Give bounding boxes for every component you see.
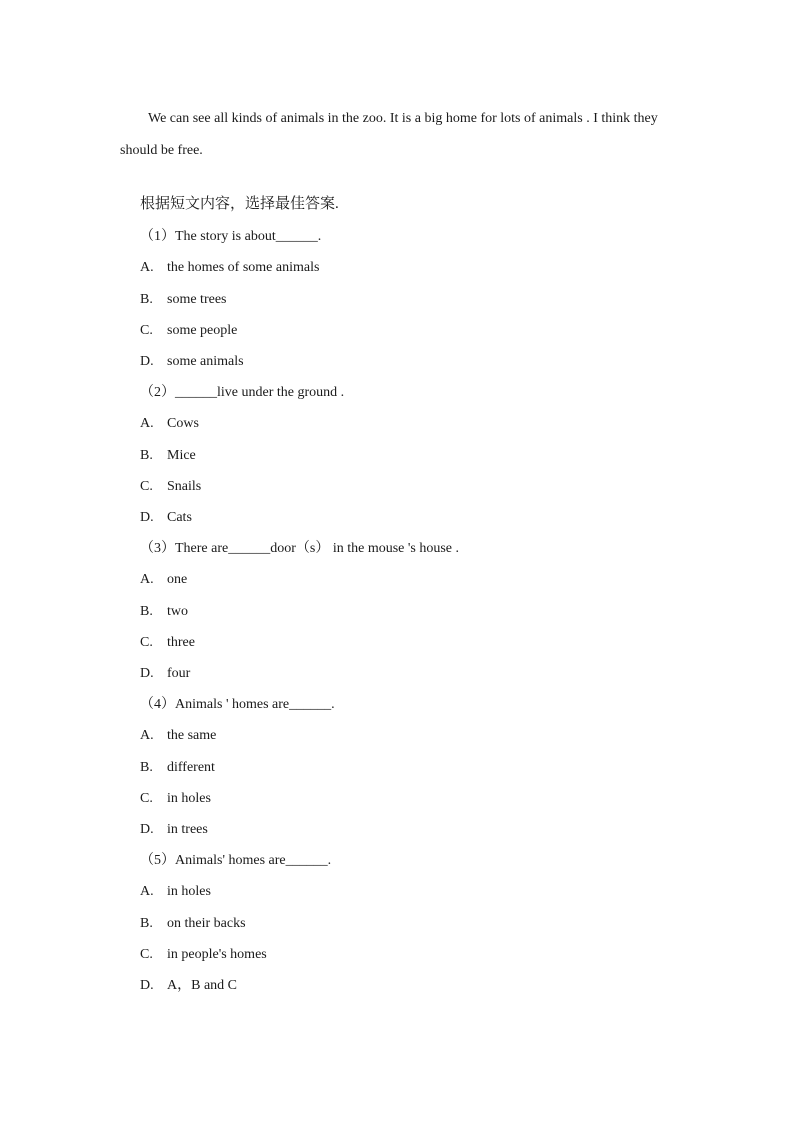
question-1-option-a xyxy=(140,259,319,277)
option-text: one xyxy=(167,572,188,587)
option-text: some trees xyxy=(167,292,227,307)
option-text: the same xyxy=(167,728,217,743)
option-letter: A. xyxy=(140,884,154,899)
option-letter: C. xyxy=(140,947,153,962)
option-text: in trees xyxy=(167,822,208,837)
option-text: two xyxy=(167,604,188,619)
question-5-stem: （5）Animals' homes are______. xyxy=(140,853,332,868)
question-4-option-c xyxy=(140,790,211,808)
question-2-option-d xyxy=(140,509,192,527)
option-letter: B. xyxy=(140,604,153,619)
option-letter: B. xyxy=(140,916,153,931)
option-letter: B. xyxy=(140,292,153,307)
option-text: Mice xyxy=(167,448,196,463)
option-letter: C. xyxy=(140,323,153,338)
question-1-option-d xyxy=(140,353,244,371)
option-letter: D. xyxy=(140,354,154,369)
question-5-option-a xyxy=(140,883,211,901)
question-1-option-c xyxy=(140,322,237,340)
option-letter: A. xyxy=(140,416,154,431)
question-2-option-a xyxy=(140,415,199,433)
question-3-option-a xyxy=(140,571,187,589)
question-4-stem: （4）Animals ' homes are______. xyxy=(140,697,335,712)
question-5-option-c xyxy=(140,946,267,964)
option-text: A，B and C xyxy=(167,978,237,993)
option-text: Cats xyxy=(167,510,192,525)
option-letter: C. xyxy=(140,791,153,806)
question-2-stem: （2）______live under the ground . xyxy=(140,385,345,400)
option-text: Cows xyxy=(167,416,199,431)
question-2-option-c xyxy=(140,478,201,496)
option-text: in holes xyxy=(167,791,211,806)
question-3-option-b xyxy=(140,603,188,621)
question-4-option-a xyxy=(140,727,216,745)
question-3-stem: （3）There are______door（s） in the mouse 's house . xyxy=(140,541,460,556)
option-letter: A. xyxy=(140,728,154,743)
question-5-option-b xyxy=(140,915,246,933)
question-4-option-d xyxy=(140,821,208,839)
option-letter: A. xyxy=(140,572,154,587)
option-text: different xyxy=(167,760,215,775)
option-text: on their backs xyxy=(167,916,246,931)
option-letter: C. xyxy=(140,635,153,650)
passage-text: We can see all kinds of animals in the zoo. It is a big home for lots of animals . I think they should be free. xyxy=(120,111,658,158)
option-text: Snails xyxy=(167,479,202,494)
question-4-option-b xyxy=(140,759,215,777)
option-letter: D. xyxy=(140,666,154,681)
question-5-option-d xyxy=(140,977,237,995)
option-text: in people's homes xyxy=(167,947,267,962)
option-text: four xyxy=(167,666,191,681)
question-3-option-d xyxy=(140,665,190,683)
option-letter: D. xyxy=(140,510,154,525)
question-1-option-b xyxy=(140,291,226,309)
option-letter: C. xyxy=(140,479,153,494)
question-2-option-b xyxy=(140,447,196,465)
question-3-option-c xyxy=(140,634,195,652)
option-letter: D. xyxy=(140,978,154,993)
option-text: the homes of some animals xyxy=(167,260,320,275)
option-text: in holes xyxy=(167,884,211,899)
option-text: some animals xyxy=(167,354,244,369)
option-text: three xyxy=(167,635,195,650)
option-text: some people xyxy=(167,323,238,338)
instruction-text: 根据短文内容，选择最佳答案. xyxy=(140,196,339,212)
option-letter: B. xyxy=(140,448,153,463)
question-1-stem: （1）The story is about______. xyxy=(140,229,322,244)
option-letter: A. xyxy=(140,260,154,275)
option-letter: D. xyxy=(140,822,154,837)
option-letter: B. xyxy=(140,760,153,775)
